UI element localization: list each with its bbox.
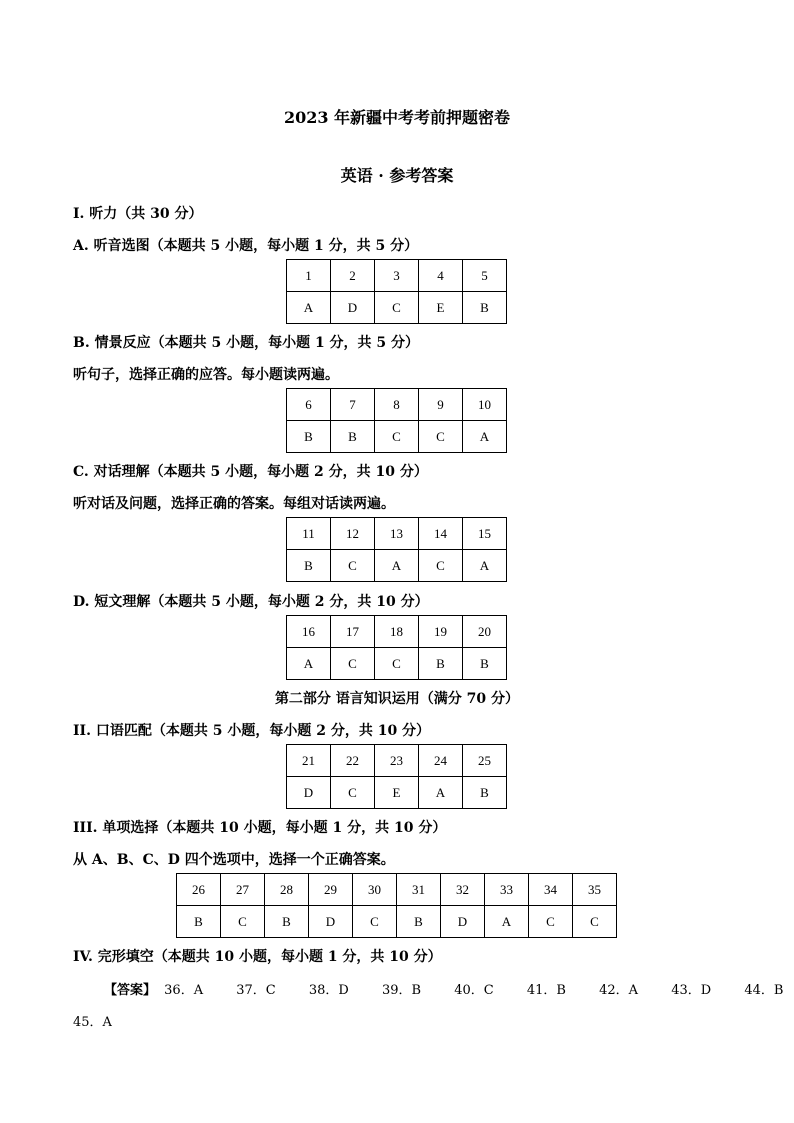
answer-cell: B <box>463 292 507 324</box>
answer-cell: B <box>463 777 507 809</box>
question-number: 26 <box>177 874 221 906</box>
answer-cell: A <box>485 906 529 938</box>
answer-cell: C <box>331 648 375 680</box>
question-number: 19 <box>419 616 463 648</box>
question-number: 11 <box>287 518 331 550</box>
part1-heading: I. 听力（共 30 分） <box>73 206 203 222</box>
table-row-answers <box>287 648 507 680</box>
answer-cell: A <box>287 648 331 680</box>
question-number: 25 <box>463 745 507 777</box>
question-number: 16 <box>287 616 331 648</box>
question-number: 10 <box>463 389 507 421</box>
cloze-answer: 40．C <box>454 983 494 998</box>
table-row-numbers <box>287 389 507 421</box>
answer-cell: E <box>419 292 463 324</box>
page-title: 2023 年新疆中考考前押题密卷 <box>283 108 511 127</box>
question-number: 17 <box>331 616 375 648</box>
cloze-answer-last: 45．A <box>73 1015 112 1030</box>
section-iii-heading: III. 单项选择（本题共 10 小题，每小题 1 分，共 10 分） <box>73 820 447 836</box>
question-number: 15 <box>463 518 507 550</box>
answer-cell: C <box>353 906 397 938</box>
question-number: 9 <box>419 389 463 421</box>
answer-cell: C <box>529 906 573 938</box>
table-row-answers <box>287 550 507 582</box>
table-row-answers <box>287 421 507 453</box>
answer-cell: C <box>221 906 265 938</box>
question-number: 13 <box>375 518 419 550</box>
answer-cell: C <box>375 292 419 324</box>
cloze-answer: 41．B <box>526 983 566 998</box>
answer-cell: B <box>419 648 463 680</box>
answer-cell: C <box>375 421 419 453</box>
table-row-numbers <box>287 260 507 292</box>
section-iii-note: 从 A、B、C、D 四个选项中，选择一个正确答案。 <box>73 852 395 868</box>
answer-cell: D <box>441 906 485 938</box>
answer-cell: C <box>419 550 463 582</box>
section-iii-answer-table <box>176 873 617 938</box>
question-number: 22 <box>331 745 375 777</box>
section-b-note: 听句子，选择正确的应答。每小题读两遍。 <box>73 367 339 383</box>
question-number: 4 <box>419 260 463 292</box>
question-number: 31 <box>397 874 441 906</box>
question-number: 35 <box>573 874 617 906</box>
section-c-answer-table <box>286 517 507 582</box>
section-ii-heading: II. 口语匹配（本题共 5 小题，每小题 2 分，共 10 分） <box>73 723 431 739</box>
question-number: 6 <box>287 389 331 421</box>
table-row-answers <box>287 777 507 809</box>
section-d-answer-table <box>286 615 507 680</box>
section-iv-answer-line <box>104 979 783 998</box>
table-row-answers <box>287 292 507 324</box>
question-number: 32 <box>441 874 485 906</box>
answer-cell: C <box>331 550 375 582</box>
answer-cell: C <box>419 421 463 453</box>
answer-cell: A <box>287 292 331 324</box>
question-number: 23 <box>375 745 419 777</box>
question-number: 21 <box>287 745 331 777</box>
table-row-numbers <box>287 745 507 777</box>
section-b-answer-table <box>286 388 507 453</box>
section-c-heading: C. 对话理解（本题共 5 小题，每小题 2 分，共 10 分） <box>73 464 428 480</box>
answer-cell: B <box>331 421 375 453</box>
answer-cell: C <box>573 906 617 938</box>
question-number: 2 <box>331 260 375 292</box>
answer-cell: D <box>287 777 331 809</box>
section-b-heading: B. 情景反应（本题共 5 小题，每小题 1 分，共 5 分） <box>73 335 420 351</box>
answer-cell: C <box>331 777 375 809</box>
question-number: 12 <box>331 518 375 550</box>
table-row-answers <box>177 906 617 938</box>
answer-cell: C <box>375 648 419 680</box>
answer-cell: D <box>331 292 375 324</box>
answer-label: 【答案】 <box>104 983 157 998</box>
answer-cell: B <box>287 421 331 453</box>
answer-cell: A <box>463 550 507 582</box>
question-number: 28 <box>265 874 309 906</box>
cloze-answer: 37．C <box>236 983 276 998</box>
section-d-heading: D. 短文理解（本题共 5 小题，每小题 2 分，共 10 分） <box>73 594 429 610</box>
answer-cell: B <box>265 906 309 938</box>
question-number: 33 <box>485 874 529 906</box>
question-number: 3 <box>375 260 419 292</box>
answer-cell: B <box>177 906 221 938</box>
answer-cell: B <box>287 550 331 582</box>
answer-cell: A <box>463 421 507 453</box>
question-number: 30 <box>353 874 397 906</box>
cloze-answer: 38．D <box>308 983 349 998</box>
answer-cell: B <box>397 906 441 938</box>
question-number: 20 <box>463 616 507 648</box>
question-number: 14 <box>419 518 463 550</box>
table-row-numbers <box>177 874 617 906</box>
answer-cell: A <box>375 550 419 582</box>
question-number: 7 <box>331 389 375 421</box>
answer-cell: D <box>309 906 353 938</box>
cloze-answer: 39．B <box>381 983 422 998</box>
table-row-numbers <box>287 518 507 550</box>
section-a-answer-table <box>286 259 507 324</box>
question-number: 8 <box>375 389 419 421</box>
section-c-note: 听对话及问题，选择正确的答案。每组对话读两遍。 <box>73 496 395 512</box>
table-row-numbers <box>287 616 507 648</box>
part2-heading: 第二部分 语言知识运用（满分 70 分） <box>274 691 520 707</box>
question-number: 5 <box>463 260 507 292</box>
answer-cell: E <box>375 777 419 809</box>
cloze-answer: 36．A <box>164 983 204 998</box>
question-number: 18 <box>375 616 419 648</box>
cloze-answer: 43．D <box>671 983 712 998</box>
section-a-heading: A. 听音选图（本题共 5 小题，每小题 1 分，共 5 分） <box>73 238 419 254</box>
question-number: 29 <box>309 874 353 906</box>
question-number: 24 <box>419 745 463 777</box>
section-ii-answer-table <box>286 744 507 809</box>
question-number: 27 <box>221 874 265 906</box>
cloze-answer: 44．B <box>744 983 784 998</box>
question-number: 34 <box>529 874 573 906</box>
cloze-answer: 42．A <box>599 983 639 998</box>
section-iv-heading: IV. 完形填空（本题共 10 小题，每小题 1 分，共 10 分） <box>73 949 442 965</box>
answer-cell: B <box>463 648 507 680</box>
page-subtitle: 英语 · 参考答案 <box>340 166 454 185</box>
answer-cell: A <box>419 777 463 809</box>
question-number: 1 <box>287 260 331 292</box>
